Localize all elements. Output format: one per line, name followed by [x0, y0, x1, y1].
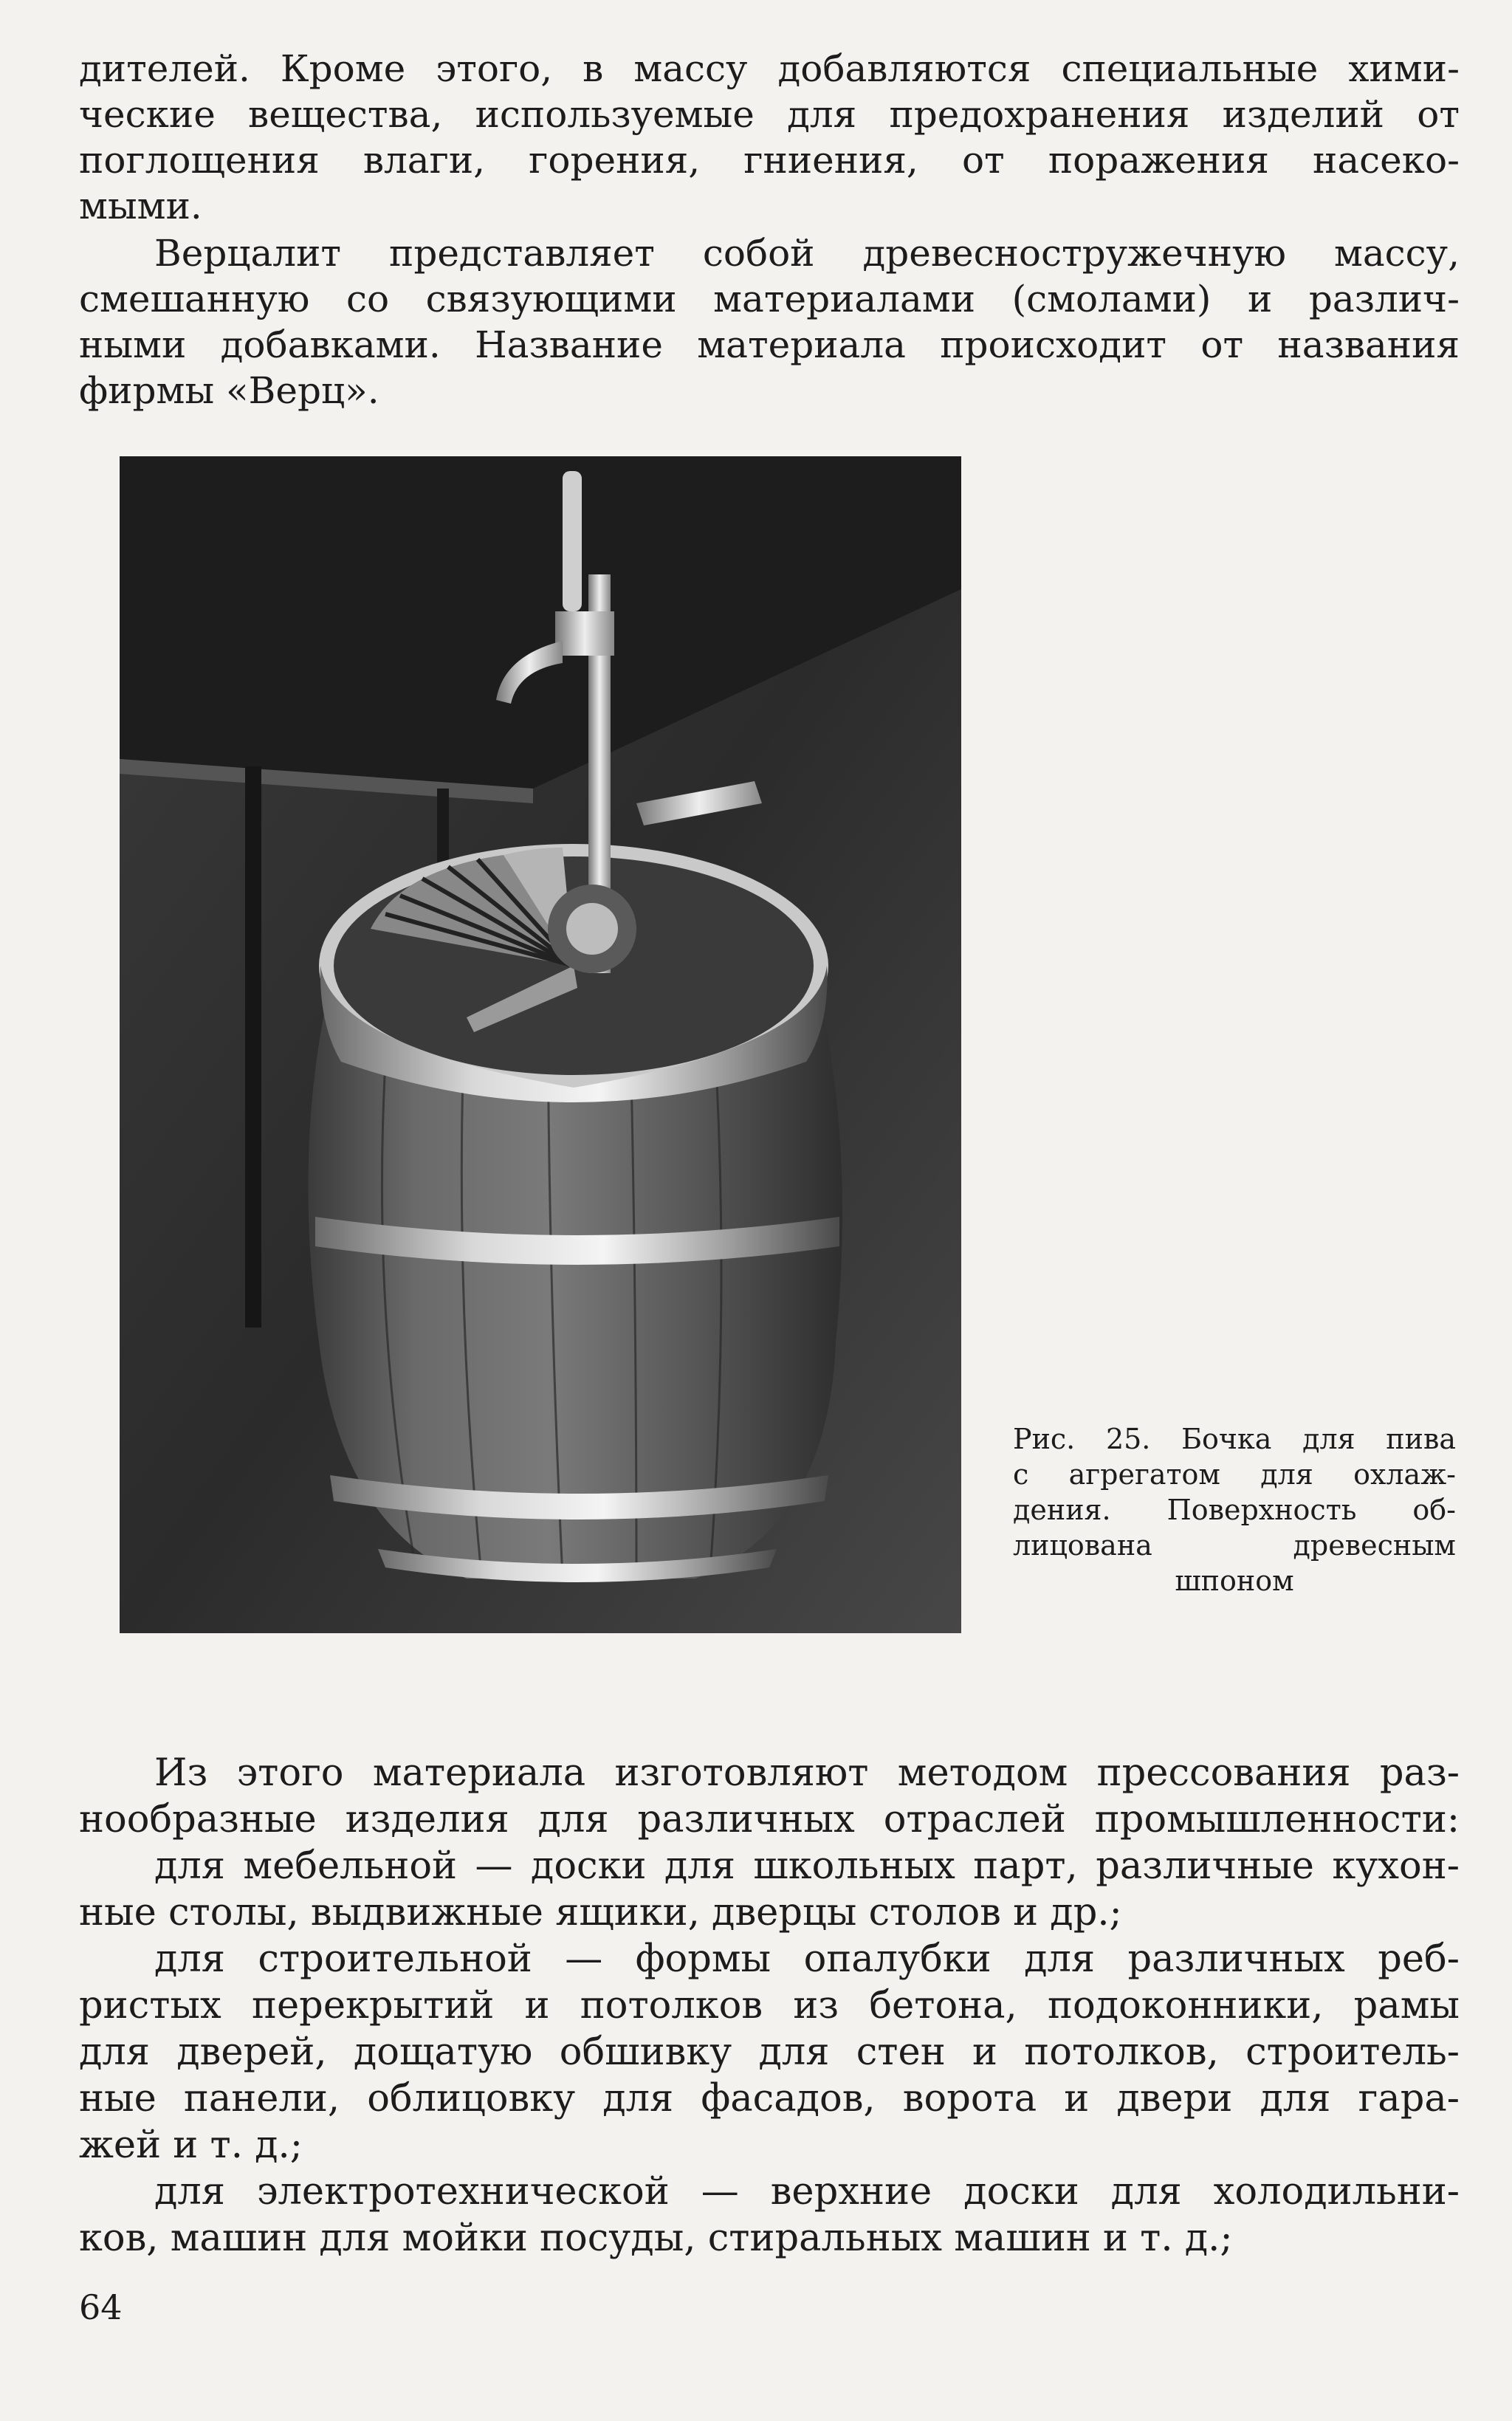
- text-line: дителей. Кроме этого, в массу добавляются специальные хими-: [79, 47, 1460, 90]
- text-line: для дверей, дощатую обшивку для стен и потолков, строитель-: [79, 2030, 1460, 2074]
- text-line: жей и т. д.;: [79, 2123, 303, 2167]
- figure-caption: [1013, 1421, 1456, 1598]
- caption-line: Рис. 25. Бочка для пива: [1013, 1423, 1456, 1455]
- paragraph-continued: [79, 46, 1460, 229]
- text-line: ков, машин для мойки посуды, стиральных машин и т. д.;: [79, 2216, 1233, 2260]
- text-line: фирмы «Верц».: [79, 369, 379, 412]
- text-line: Верцалит представляет собой древесностружечную массу,: [154, 232, 1460, 275]
- text-line: смешанную со связующими материалами (смолами) и различ-: [79, 278, 1460, 320]
- text-line: нообразные изделия для различных отраслей промышленности:: [79, 1798, 1460, 1841]
- paragraph-applications: [79, 1750, 1460, 2262]
- text-line: ные столы, выдвижные ящики, дверцы столов и др.;: [79, 1891, 1122, 1934]
- text-line: ческие вещества, используемые для предохранения изделий от: [79, 93, 1460, 136]
- paragraph-vertsalit: [79, 230, 1460, 413]
- caption-line: с агрегатом для охлаж-: [1013, 1458, 1456, 1491]
- text-line: для строительной — формы опалубки для различных реб-: [154, 1937, 1460, 1981]
- text-line: ными добавками. Название материала происходит от названия: [79, 323, 1460, 366]
- caption-line: лицована древесным: [1013, 1529, 1456, 1562]
- caption-line: шпоном: [1175, 1565, 1294, 1597]
- text-line: поглощения влаги, горения, гниения, от поражения насеко-: [79, 139, 1460, 182]
- text-line: для мебельной — доски для школьных парт, различные кухон-: [154, 1844, 1460, 1888]
- text-line: ные панели, облицовку для фасадов, ворота и двери для гара-: [79, 2077, 1460, 2120]
- text-line: для электротехнической — верхние доски для холодильни-: [154, 2170, 1460, 2214]
- barrel-photo-illustration: [120, 456, 961, 1633]
- text-line: ристых перекрытий и потолков из бетона, подоконники, рамы: [79, 1984, 1460, 2027]
- page-number: 64: [79, 2287, 123, 2327]
- text-line: мыми.: [79, 185, 202, 227]
- text-line: Из этого материала изготовляют методом прессования раз-: [154, 1751, 1460, 1795]
- figure-beer-barrel-photo: [120, 456, 961, 1633]
- caption-line: дения. Поверхность об-: [1013, 1494, 1456, 1526]
